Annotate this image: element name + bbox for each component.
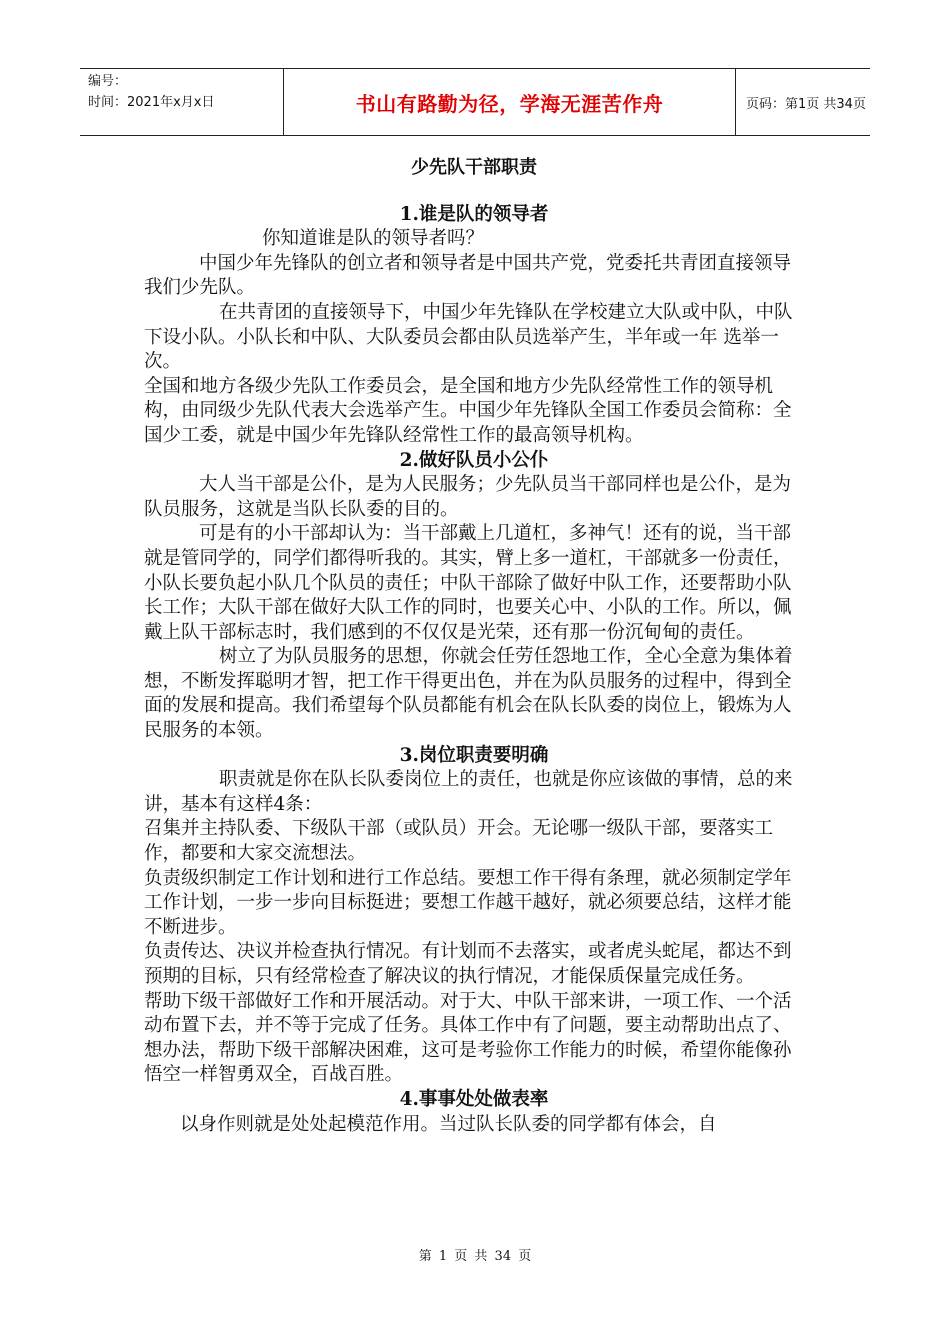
paragraph: 你知道谁是队的领导者吗？ bbox=[262, 228, 485, 250]
section-heading-4: 4.事事处处做表率 bbox=[399, 1088, 549, 1110]
paragraph: 帮助下级干部做好工作和开展活动。对于大、中队干部来讲，一项工作、一个活动布置下去，并不等于完成了任务。具体工作中有了问题，要主动帮助出点了、想办法，帮助下级干部解决困难，这可是考验你工作能力的时候，希望你能像孙悟空一样智勇双全，百战百胜。 bbox=[144, 990, 792, 1086]
paragraph: 在共青团的直接领导下，中国少年先锋队在学校建立大队或中队，中队下设小队。小队长和中队、大队委员会都由队员选举产生，半年或一年 选举一次。 bbox=[144, 301, 793, 373]
paragraph: 大人当干部是公仆，是为人民服务；少先队员当干部同样也是公仆，是为队员服务，这就是当队长队委的目的。 bbox=[144, 474, 792, 520]
document-header bbox=[80, 68, 870, 136]
paragraph: 负责传达、决议并检查执行情况。有计划而不去落实，或者虎头蛇尾，都达不到预期的目标，只有经常检查了解决议的执行情况，才能保质保量完成任务。 bbox=[144, 941, 792, 987]
section-heading-3: 3.岗位职责要明确 bbox=[399, 744, 549, 766]
paragraph: 树立了为队员服务的思想，你就会任劳任怨地工作，全心全意为集体着想，不断发挥聪明才智，把工作干得更出色，并在为队员服务的过程中，得到全面的发展和提高。我们希望每个队员都能有机会在队长队委的岗位上，锻炼为人民服务的本领。 bbox=[144, 646, 793, 742]
motto-text: 书山有路勤为径，学海无涯苦作舟 bbox=[355, 91, 664, 116]
paragraph: 中国少年先锋队的创立者和领导者是中国共产党，党委托共青团直接领导我们少先队。 bbox=[144, 252, 792, 299]
paragraph: 召集并主持队委、下级队干部（或队员）开会。无论哪一级队干部，要落实工作，都要和大家交流想法。 bbox=[144, 818, 774, 865]
document-body bbox=[144, 152, 804, 1137]
page-info-text: 页码：第1页 共34页 bbox=[746, 96, 866, 112]
page-footer: 第 1 页 共 34 页 bbox=[418, 1249, 532, 1264]
paragraph: 负责级织制定工作计划和进行工作总结。要想工作干得有条理，就必须制定学年工作计划，一步一步向目标挺进；要想工作越干越好，就必须要总结，这样才能不断进步。 bbox=[144, 867, 792, 938]
header-meta bbox=[80, 69, 283, 135]
section-heading-2: 2.做好队员小公仆 bbox=[399, 449, 549, 471]
paragraph: 职责就是你在队长队委岗位上的责任，也就是你应该做的事情，总的来讲，基本有这样4条： bbox=[144, 769, 793, 815]
date-line: 时间：2021年x月x日 bbox=[88, 95, 215, 110]
header-motto-cell bbox=[283, 69, 736, 135]
paragraph: 全国和地方各级少先队工作委员会，是全国和地方少先队经常性工作的领导机构，由同级少先队代表大会选举产生。中国少年先锋队全国工作委员会简称：全国少工委，就是中国少年先锋队经常性工作的最高领导机构。 bbox=[144, 375, 792, 446]
document-title: 少先队干部职责 bbox=[411, 157, 537, 178]
header-page-info bbox=[736, 69, 870, 135]
paragraph: 可是有的小干部却认为：当干部戴上几道杠，多神气！还有的说，当干部就是管同学的，同学们都得听我的。其实，臂上多一道杠，干部就多一份责任，小队长要负起小队几个队员的责任；中队干部除了做好中队工作，还要帮助小队长工作；大队干部在做好大队工作的同时，也要关心中、小队的工作。所以，佩戴上队干部标志时，我们感到的不仅仅是光荣，还有那一份沉甸甸的责任。 bbox=[144, 523, 792, 643]
paragraph: 以身作则就是处处起模范作用。当过队长队委的同学都有体会，自 bbox=[180, 1113, 717, 1135]
number-label: 编号： bbox=[88, 74, 128, 89]
section-heading-1: 1.谁是队的领导者 bbox=[399, 203, 549, 225]
